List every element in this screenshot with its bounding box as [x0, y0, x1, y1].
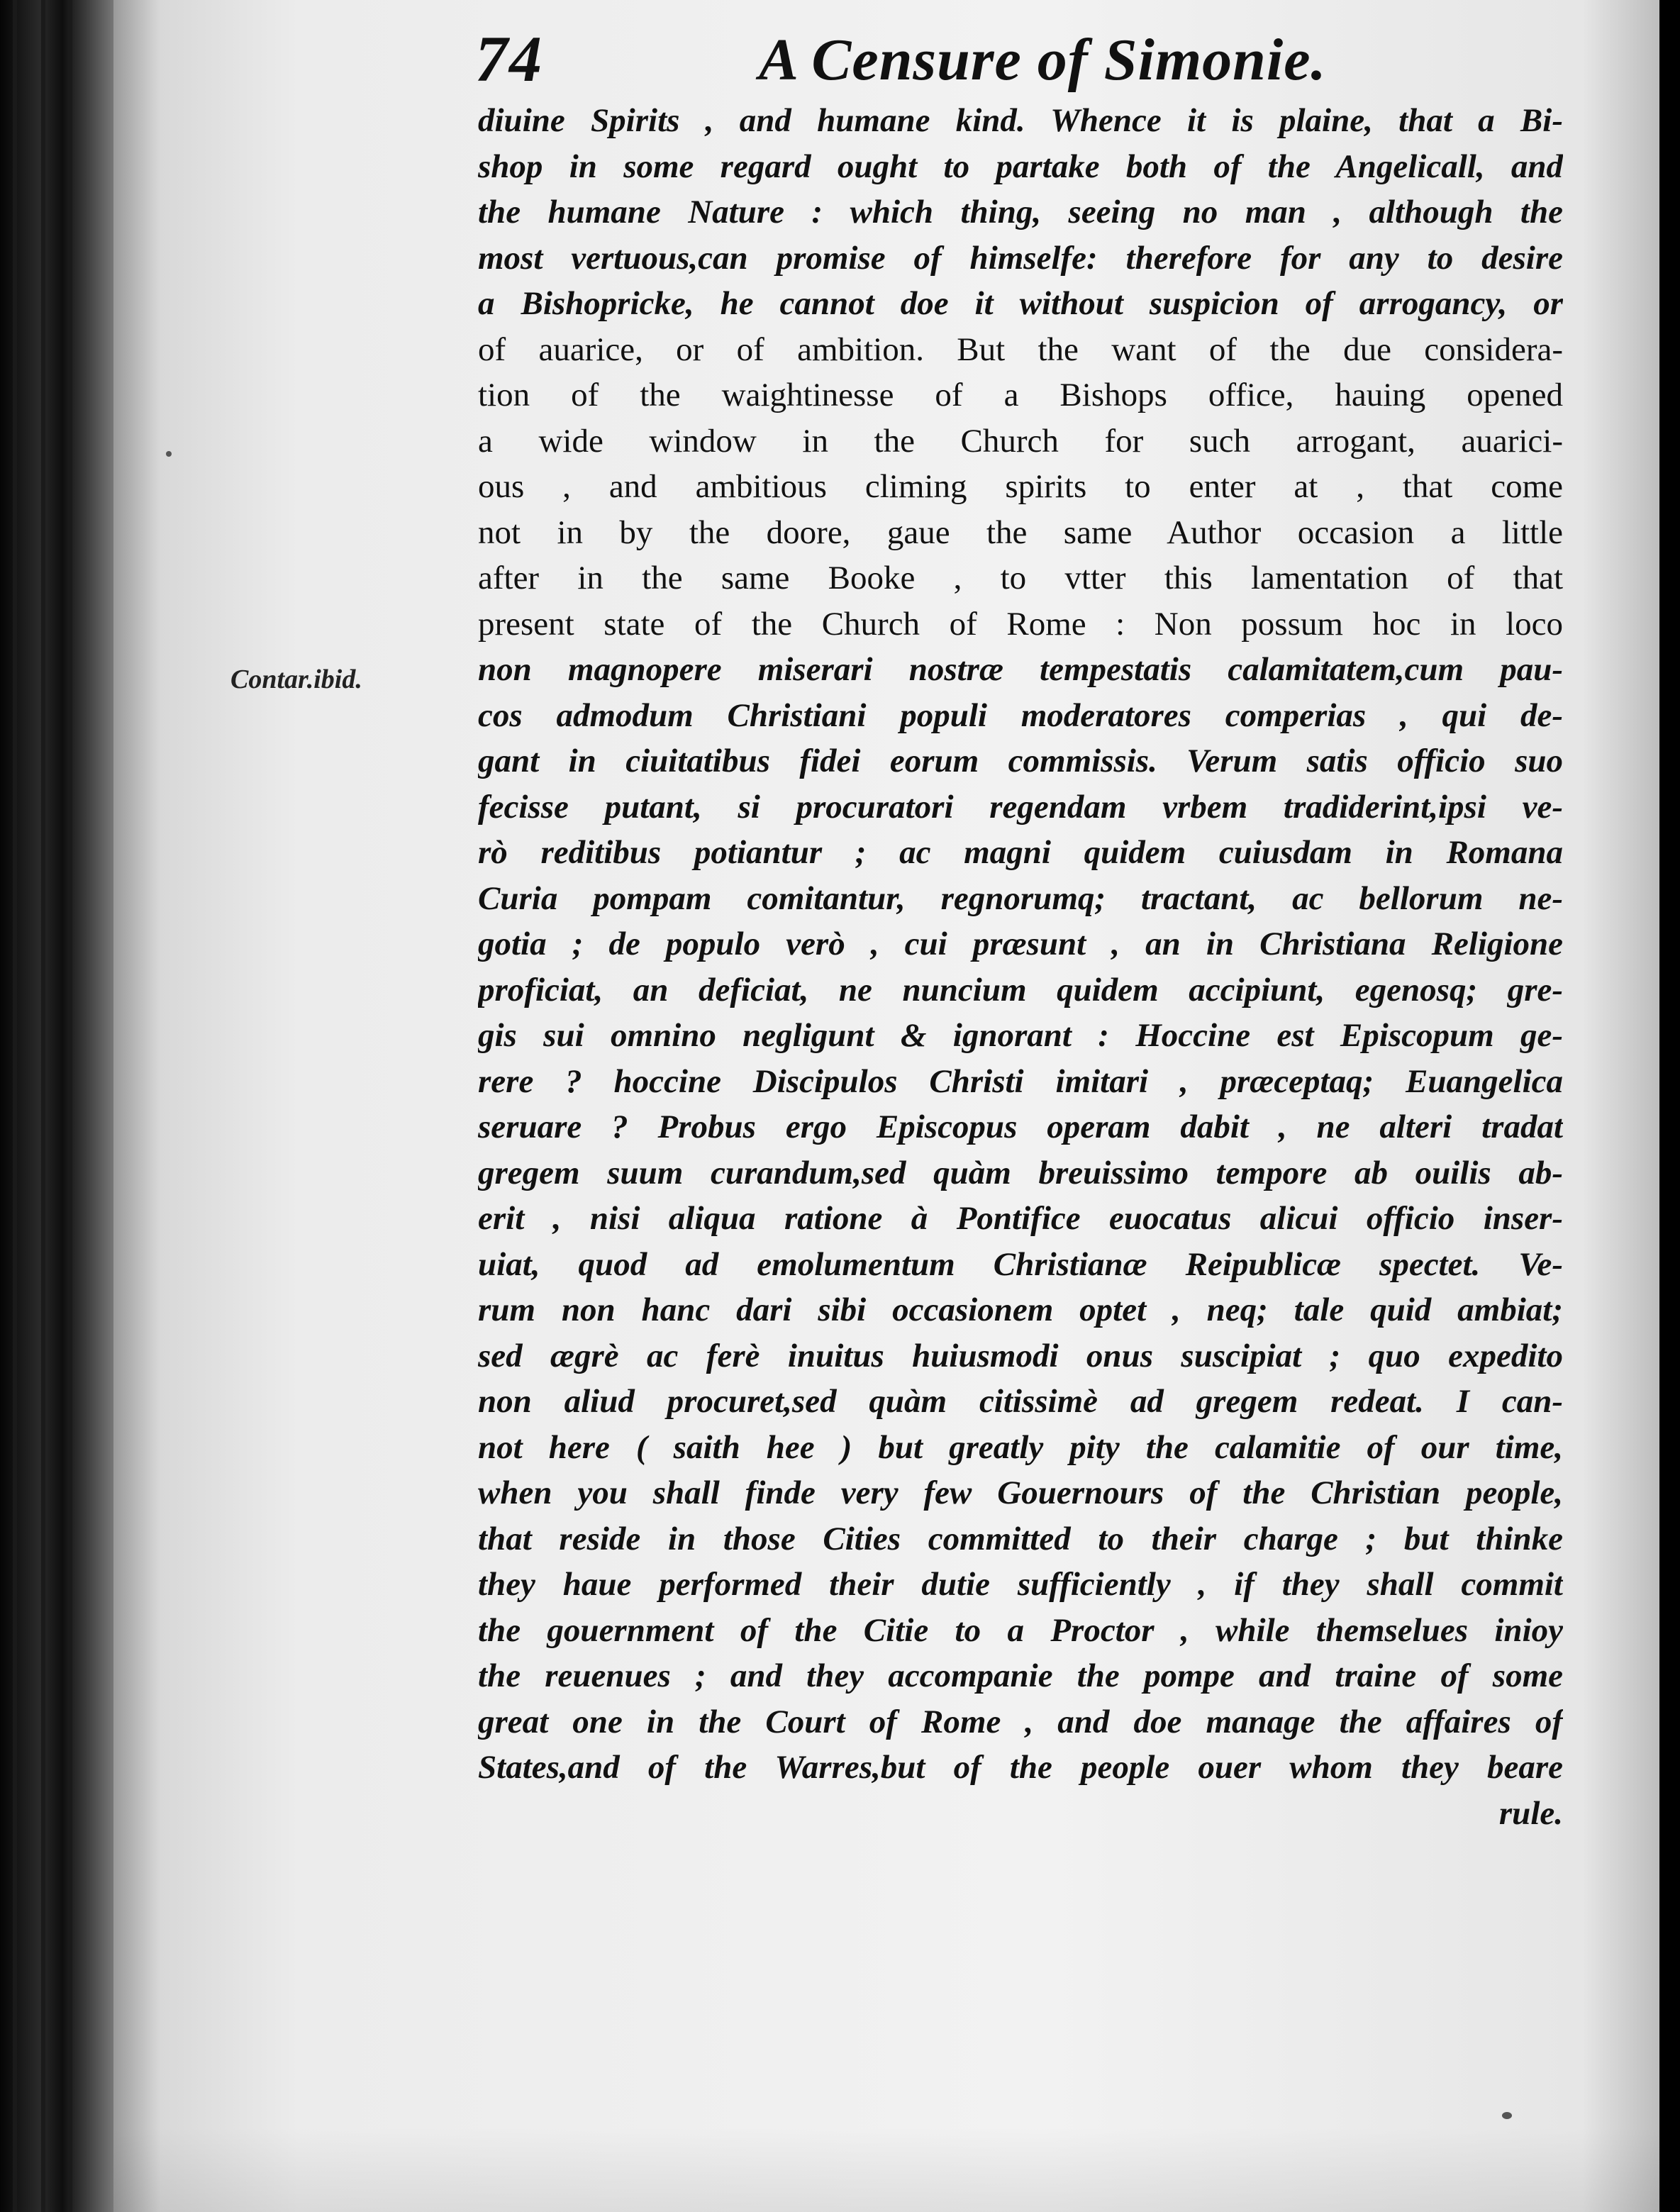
- gutter-streak: [68, 0, 72, 2212]
- text-line: sed ægrè ac ferè inuitus huiusmodi onus suscipiat ; quo expedito: [478, 1337, 1563, 1374]
- catchword: rule.: [1498, 1794, 1563, 1832]
- text-line: seruare ? Probus ergo Episcopus operam dabit , ne alteri tradat: [478, 1108, 1563, 1145]
- text-line: after in the same Booke , to vtter this lamentation of that: [478, 560, 1563, 596]
- scan-speck: [1502, 2112, 1512, 2119]
- text-line: they haue performed their dutie sufficiently , if they shall commit: [478, 1566, 1563, 1603]
- text-line: non aliud procuret,sed quàm citissimè ad gregem redeat. I can-: [478, 1383, 1563, 1420]
- text-line: a Bishopricke, he cannot doe it without suspicion of arrogancy, or: [478, 285, 1563, 322]
- text-line: when you shall finde very few Gouernours of the Christian people,: [478, 1474, 1563, 1511]
- page-number: 74: [475, 23, 543, 95]
- gutter-streak: [13, 0, 17, 2212]
- text-line: the gouernment of the Citie to a Proctor , while themselues inioy: [478, 1611, 1563, 1649]
- text-line: rò reditibus potiantur ; ac magni quidem cuiusdam in Romana: [478, 834, 1563, 871]
- text-line: the reuenues ; and they accompanie the pompe and traine of some: [478, 1657, 1563, 1694]
- text-line: cos admodum Christiani populi moderatores comperias , qui de-: [478, 696, 1563, 734]
- running-title: A Censure of Simonie.: [759, 27, 1327, 93]
- page-shadow: [113, 2127, 1659, 2212]
- text-line: great one in the Court of Rome , and doe manage the affaires of: [478, 1703, 1563, 1740]
- body-text: [478, 98, 1563, 1836]
- text-line: shop in some regard ought to partake both of the Angelicall, and: [478, 148, 1563, 185]
- text-line: gis sui omnino negligunt & ignorant : Hoccine est Episcopum ge-: [478, 1017, 1563, 1054]
- text-line: fecisse putant, si procuratori regendam vrbem tradiderint,ipsi ve-: [478, 788, 1563, 826]
- text-line: ous , and ambitious climing spirits to enter at , that come: [478, 468, 1563, 505]
- text-line: tion of the waightinesse of a Bishops office, hauing opened: [478, 377, 1563, 413]
- text-line: States,and of the Warres,but of the people ouer whom they beare: [478, 1749, 1563, 1786]
- text-line: Curia pompam comitantur, regnorumq; tractant, ac bellorum ne-: [478, 879, 1563, 917]
- text-line: erit , nisi aliqua ratione à Pontifice euocatus alicui officio inser-: [478, 1200, 1563, 1237]
- text-line: not in by the doore, gaue the same Author occasion a little: [478, 513, 1563, 551]
- text-line: proficiat, an deficiat, ne nuncium quidem accipiunt, egenosq; gre-: [478, 971, 1563, 1008]
- scan-edge: [1659, 0, 1680, 2212]
- page-header: [475, 21, 1567, 106]
- book-gutter: [0, 0, 113, 2212]
- text-line: non magnopere miserari nostræ tempestatis calamitatem,cum pau-: [478, 651, 1563, 688]
- text-line: gregem suum curandum,sed quàm breuissimo tempore ab ouilis ab-: [478, 1154, 1563, 1191]
- margin-note: Contar.ibid.: [230, 665, 362, 694]
- text-line: gotia ; de populo verò , cui præsunt , an in Christiana Religione: [478, 926, 1563, 962]
- text-line: most vertuous,can promise of himselfe: therefore for any to desire: [478, 239, 1563, 277]
- text-line: that reside in those Cities committed to their charge ; but thinke: [478, 1520, 1563, 1557]
- text-line: the humane Nature : which thing, seeing no man , although the: [478, 194, 1563, 230]
- gutter-streak: [41, 0, 45, 2212]
- text-line: not here ( saith hee ) but greatly pity the calamitie of our time,: [478, 1428, 1563, 1466]
- scan-speck: [166, 451, 172, 457]
- text-line: gant in ciuitatibus fidei eorum commissis. Verum satis officio suo: [478, 743, 1563, 779]
- text-line: rere ? hoccine Discipulos Christi imitari , præceptaq; Euangelica: [478, 1062, 1563, 1100]
- text-line: rum non hanc dari sibi occasionem optet , neq; tale quid ambiat;: [478, 1291, 1563, 1328]
- text-line: of auarice, or of ambition. But the want of the due considera-: [478, 330, 1563, 368]
- text-line: diuine Spirits , and humane kind. Whence it is plaine, that a Bi-: [478, 102, 1563, 139]
- text-line: a wide window in the Church for such arrogant, auarici-: [478, 422, 1563, 460]
- text-line: uiat, quod ad emolumentum Christianæ Reipublicæ spectet. Ve-: [478, 1245, 1563, 1283]
- text-line: present state of the Church of Rome : Non possum hoc in loco: [478, 605, 1563, 643]
